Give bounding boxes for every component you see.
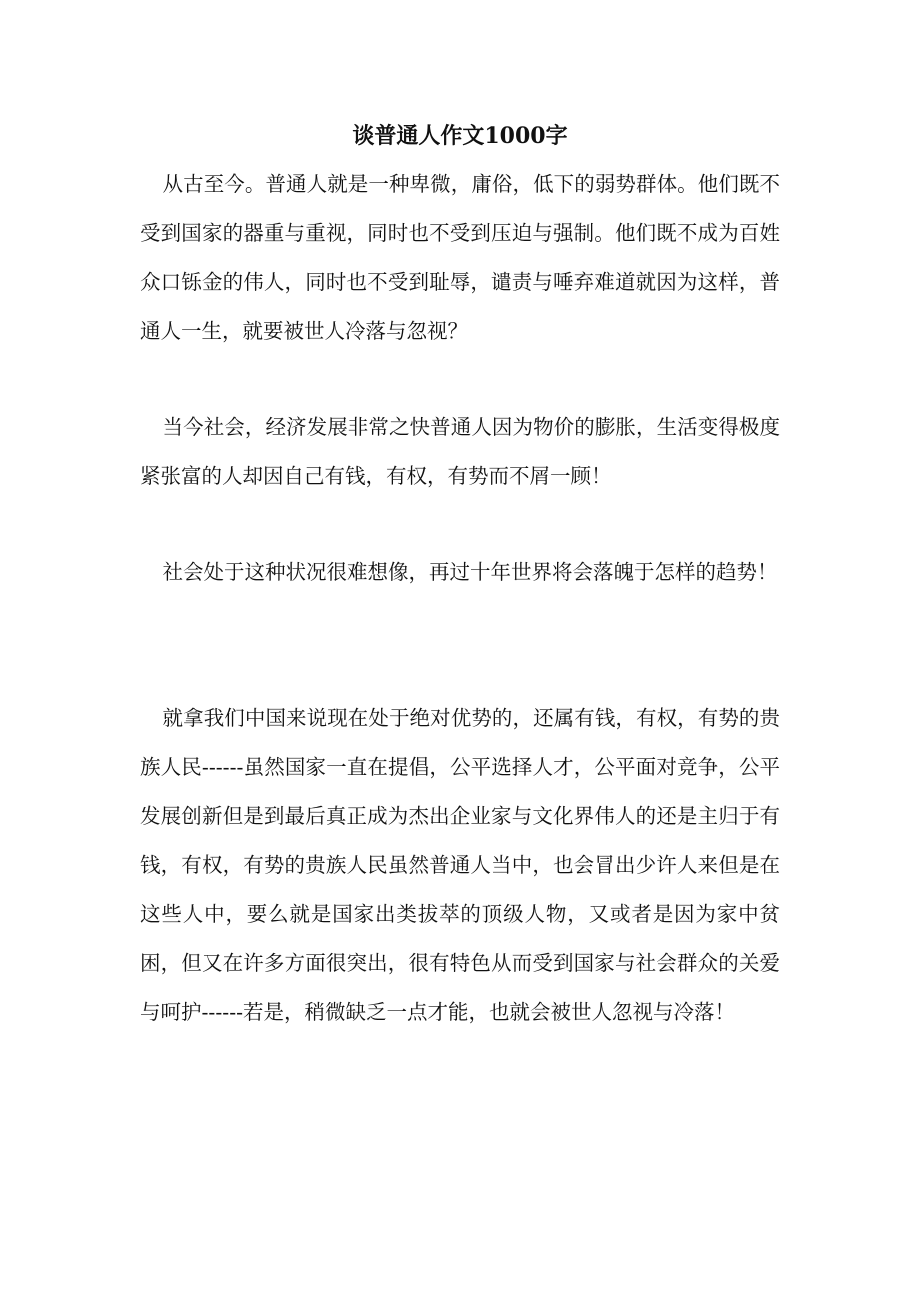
paragraph-1: 从古至今。普通人就是一种卑微，庸俗，低下的弱势群体。他们既不受到国家的器重与重视，同时也不受到压迫与强制。他们既不成为百姓众口铄金的伟人，同时也不受到耻辱，谴责与唾弃难道就因为这样，普通人一生，就要被世人冷落与忽视？ [140, 172, 780, 343]
paragraph-2: 当今社会，经济发展非常之快普通人因为物价的膨胀，生活变得极度紧张富的人却因自己有钱，有权，有势而不屑一顾！ [140, 415, 780, 488]
document-title: 谈普通人作文1000字 [352, 123, 568, 149]
paragraph-3: 社会处于这种状况很难想像，再过十年世界将会落魄于怎样的趋势！ [162, 560, 778, 584]
paragraph-4: 就拿我们中国来说现在处于绝对优势的，还属有钱，有权，有势的贵族人民------虽然国家一直在提倡，公平选择人才，公平面对竞争，公平发展创新但是到最后真正成为杰出企业家与文化界伟人的还是主归于有钱，有权，有势的贵族人民虽然普通人当中，也会冒出少许人来但是在这些人中，要么就是国家出类拔萃的顶级人物，又或者是因为家中贫困，但又在许多方面很突出，很有特色从而受到国家与社会群众的关爱与呵护------若是，稍微缺乏一点才能，也就会被世人忽视与冷落！ [140, 706, 780, 1024]
